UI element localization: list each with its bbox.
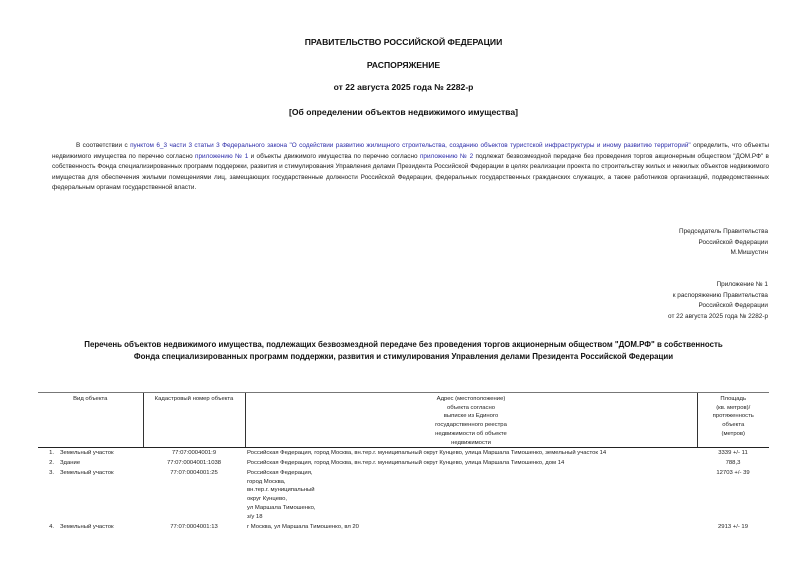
header-area-line: протяженность (712, 413, 754, 420)
header-address (245, 393, 697, 448)
area: 788,3 (725, 460, 741, 467)
government-title: ПРАВИТЕЛЬСТВО РОССИЙСКОЙ ФЕДЕРАЦИИ (304, 37, 503, 47)
header-address-line: государственного реестра (435, 422, 507, 429)
list-title-line2: Фонда специализированных программ поддержки, развития и стимулирования Управления делами Президента Российской Федерации (133, 351, 674, 361)
appendix-org: Российской Федерации (698, 302, 768, 309)
object-type: Земельный участок (60, 523, 114, 530)
object-type: Здание (60, 460, 81, 467)
signature-name: М.Мишустин (730, 249, 768, 256)
area: 2913 +/- 19 (718, 523, 748, 530)
list-title-line1: Перечень объектов недвижимого имущества, подлежащих безвозмездной передаче без проведения торгов акционерным обществом "ДОМ.РФ" в собственность (84, 340, 723, 349)
header-object-type: Вид объекта (38, 393, 143, 448)
law-title-link[interactable]: "О содействии развитию жилищного строительства, созданию объектов туристской инфраструктуры и иному развитию территорий" (287, 142, 691, 149)
property-table (38, 392, 769, 531)
address (245, 522, 697, 532)
address-line: округ Кунцево, (247, 496, 287, 503)
header-cadastral-number: Кадастровый номер объекта (143, 393, 245, 448)
address (245, 448, 697, 458)
appendix-date: от 22 августа 2025 года № 2282-р (668, 312, 768, 320)
row-number: 1. (49, 450, 54, 457)
header-area-line: объекта (722, 422, 745, 429)
paragraph-end: подлежат безвозмездной передаче без проведения торгов акционерным обществом "ДОМ.РФ" в собственность Фонда специализированных программ поддержки, развития и стимулирования Управления делами Президента Российской Федерации в целях реализации проекта по строительству жилых и нежилых объектов недвижимого имущества для обеспечения жилыми помещениями лиц, замещающих государственные должности Российской Федерации, федеральных государственных гражданских служащих, а также работников организаций, подведомственных федеральным органам государственной власти. (52, 152, 769, 191)
row-number: 3. (49, 469, 54, 476)
header-area (697, 393, 769, 448)
area: 3339 +/- 11 (718, 450, 748, 457)
header-area-line: (кв. метров)/ (716, 404, 751, 411)
header-address-line: выписке из Единого (443, 413, 499, 420)
signature-org: Российской Федерации (698, 238, 768, 246)
address (245, 468, 697, 522)
law-article-link[interactable]: пунктом 6_3 части 3 статьи 3 Федерального закона (130, 142, 288, 149)
row-number: 2. (49, 460, 54, 467)
table-row (38, 468, 769, 522)
address (245, 458, 697, 468)
address-line: ул Маршала Тимошенко, (247, 505, 316, 511)
address-line: г Москва, ул Маршала Тимошенко, вл 20 (247, 523, 359, 530)
cadastral-number: 77:07:0004001:1038 (166, 460, 222, 467)
address-line: Российская Федерация, город Москва, вн.тер.г. муниципальный округ Кунцево, улица Маршала Тимошенко, земельный участок 14 (247, 450, 607, 457)
appendix-1-link[interactable]: приложению № 1 (195, 152, 249, 160)
address-line: з/у 18 (247, 513, 263, 520)
document-date-number: от 22 августа 2025 года № 2282-р (333, 82, 474, 92)
appendix-number: Приложение № 1 (716, 281, 768, 288)
header-area-line: Площадь (720, 396, 747, 402)
header-address-line: недвижимости об объекте (435, 430, 507, 437)
signature-block (679, 227, 768, 259)
row-number: 4. (49, 523, 54, 530)
header-address-line: Адрес (местоположение) (436, 396, 506, 402)
object-type: Земельный участок (60, 450, 114, 457)
table-row (38, 458, 769, 468)
document-subject: [Об определении объектов недвижимого имущества] (288, 107, 518, 117)
main-paragraph (52, 141, 769, 194)
appendix-2-link[interactable]: приложению № 2 (419, 152, 474, 160)
list-title (0, 339, 807, 362)
address-line: вн.тер.г. муниципальный (247, 487, 315, 494)
appendix-reference (668, 280, 768, 322)
table-row (38, 448, 769, 458)
cadastral-number: 77:07:0004001:25 (170, 469, 218, 476)
table-header-row (38, 393, 769, 448)
header-address-line: объекта согласно (446, 404, 496, 411)
address-line: город Москва, (247, 478, 286, 485)
cadastral-number: 77:07:0004001:13 (170, 523, 218, 530)
paragraph-start: В соответствии с (76, 142, 131, 149)
cadastral-number: 77:07:0004001:9 (171, 450, 217, 457)
area: 12703 +/- 39 (716, 469, 750, 476)
address-line: Российская Федерация, город Москва, вн.тер.г. муниципальный округ Кунцево, улица Маршала Тимошенко, дом 14 (247, 460, 565, 467)
table-row (38, 522, 769, 532)
appendix-to: к распоряжению Правительства (672, 291, 768, 299)
signature-position: Председатель Правительства (679, 228, 768, 235)
address-line: Российская Федерация, (247, 469, 313, 476)
header-address-line: недвижимости (451, 439, 491, 446)
header-area-line: (метров) (721, 430, 745, 437)
document-type: РАСПОРЯЖЕНИЕ (366, 60, 441, 70)
paragraph-mid2: и объекты движимого имущества по перечню согласно (248, 152, 420, 160)
paragraph-mid: определить, что объекты недвижимого имущества по перечню согласно (52, 142, 770, 160)
object-type: Земельный участок (60, 469, 114, 476)
